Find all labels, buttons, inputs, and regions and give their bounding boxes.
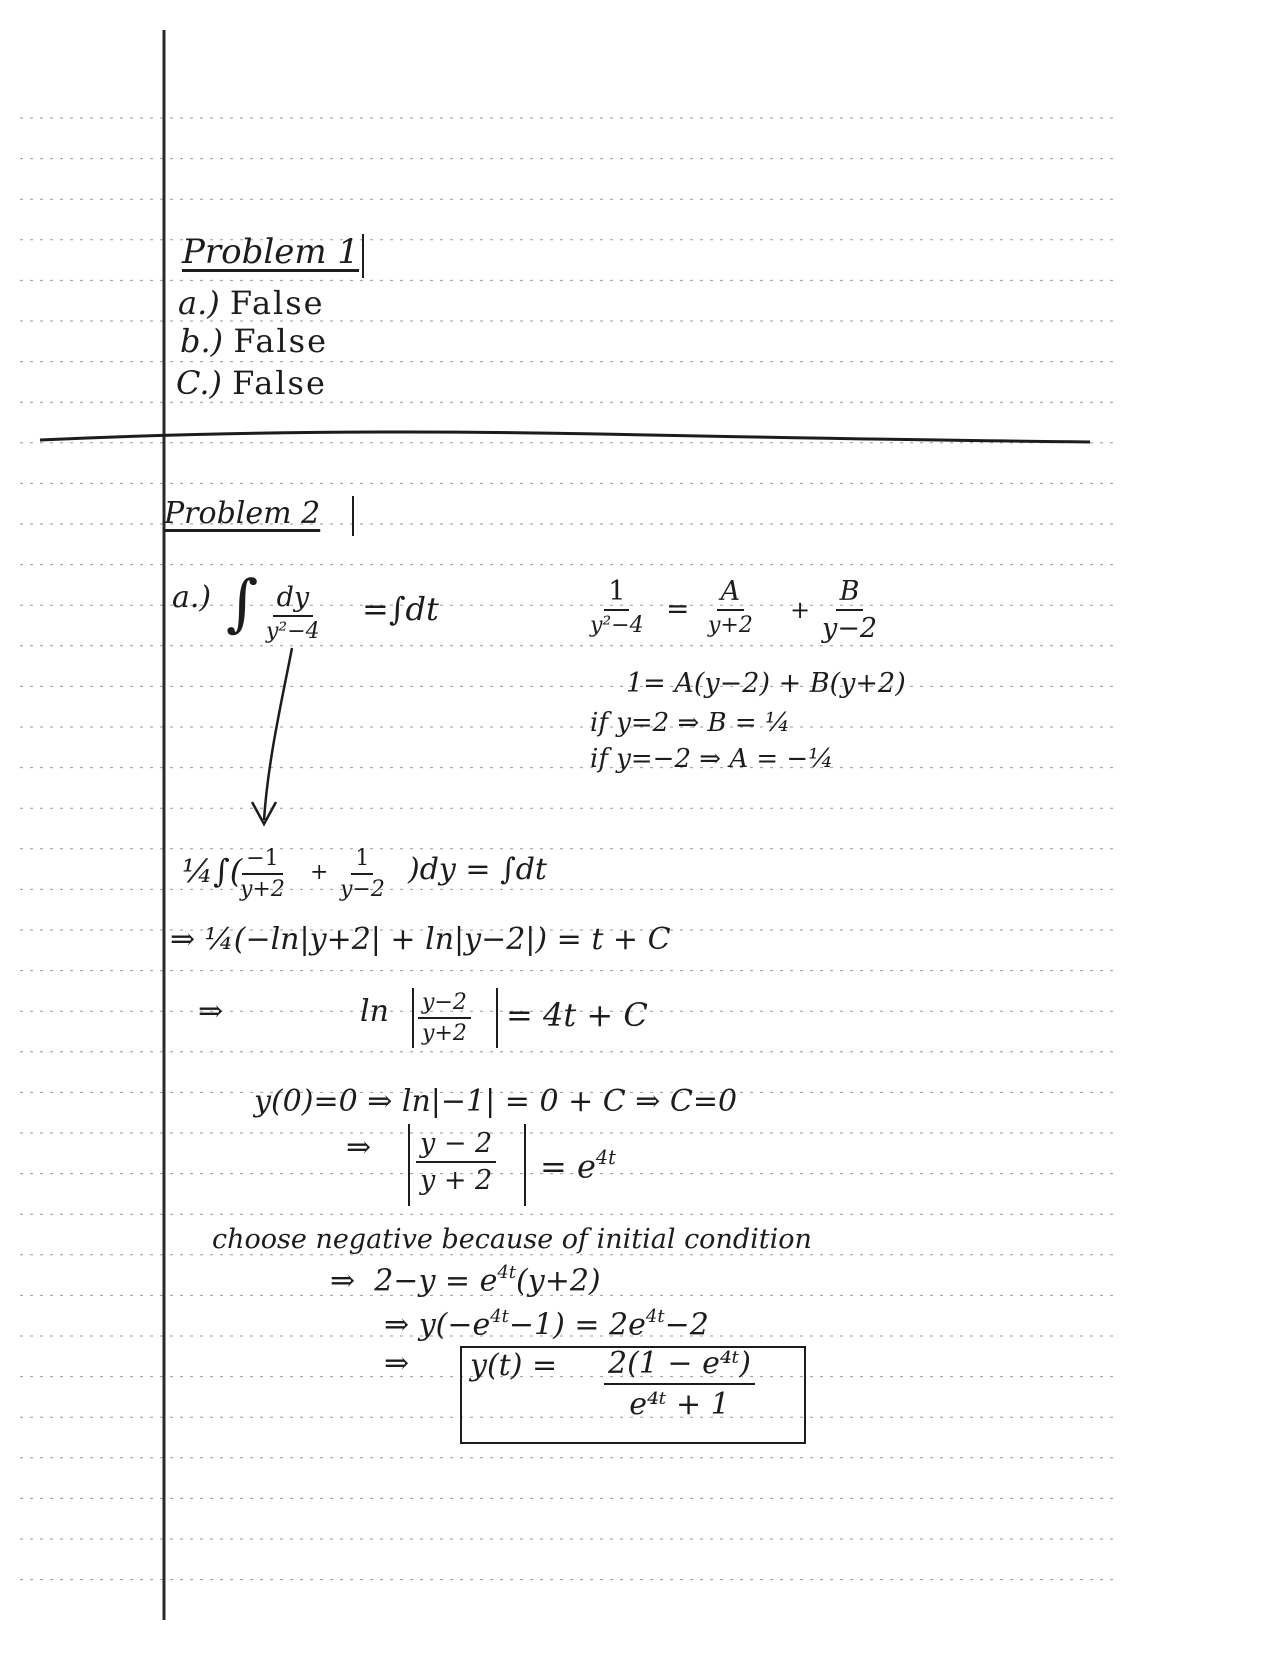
p1-answer-b — [180, 322, 328, 360]
step-exponent: 4t — [490, 1306, 509, 1327]
pf-lhs-fraction — [586, 576, 648, 638]
part-a-label: a.) — [172, 580, 212, 615]
fraction-numerator: 2(1 − e⁴ᵗ) — [604, 1346, 755, 1385]
fraction-denominator: y+2 — [708, 613, 753, 638]
step-arrow: ⇒ — [384, 1307, 410, 1343]
abs-bar-right — [524, 1124, 526, 1206]
split-prefix: ¼∫( — [182, 852, 243, 890]
fraction-numerator: y−2 — [418, 990, 471, 1019]
fraction-numerator: dy — [273, 582, 314, 617]
log-ratio-rhs: = 4t + C — [506, 996, 648, 1034]
step-b — [384, 1306, 709, 1343]
step-exponent: 4t — [497, 1262, 517, 1283]
answer-label: C.) — [176, 364, 222, 402]
split-suffix: )dy = ∫dt — [408, 852, 547, 887]
split-term-2 — [336, 846, 389, 902]
fraction-denominator: e⁴ᵗ + 1 — [629, 1387, 730, 1422]
fraction-denominator: y²−4 — [590, 613, 644, 638]
answer-value: False — [233, 322, 329, 360]
fraction-denominator: y + 2 — [420, 1165, 493, 1196]
exp-rhs-exponent: 4t — [595, 1146, 616, 1169]
fraction-numerator: 1 — [604, 576, 629, 611]
step-tail: (y+2) — [516, 1263, 601, 1299]
answer-label: b.) — [180, 322, 224, 360]
p1-answer-a — [178, 284, 325, 322]
step-mid: −1) = 2e — [508, 1307, 646, 1343]
initial-condition: y(0)=0 ⇒ ln|−1| = 0 + C ⇒ C=0 — [254, 1084, 738, 1119]
fraction-denominator: y−2 — [340, 877, 385, 902]
step-text: y(−e — [418, 1307, 491, 1343]
pf-a-fraction — [704, 576, 757, 638]
answer-value: False — [232, 364, 327, 402]
integral-sign: ∫ — [226, 566, 259, 639]
step-text: 2−y = e — [374, 1263, 498, 1299]
fraction-numerator: A — [717, 576, 745, 611]
abs-bar-left — [412, 988, 414, 1048]
exp-fraction — [416, 1128, 496, 1196]
p1-answer-c — [176, 364, 327, 402]
answer-value: False — [229, 284, 325, 322]
note-choose-negative: choose negative because of initial condition — [212, 1224, 812, 1255]
exp-rhs-base: = e — [540, 1147, 596, 1186]
fraction-numerator: B — [836, 576, 864, 611]
final-fraction — [604, 1346, 755, 1422]
step-a — [330, 1262, 601, 1299]
section-divider — [40, 432, 1090, 442]
step-tail: −2 — [664, 1307, 709, 1343]
abs-bar-right — [496, 988, 498, 1048]
heading-end-bar — [362, 234, 364, 278]
fraction-denominator: y+2 — [422, 1021, 467, 1046]
log-ratio-ln: ln — [360, 994, 389, 1029]
step-log-sum: ⇒ ¼(−ln|y+2| + ln|y−2|) = t + C — [170, 922, 671, 957]
exp-arrow: ⇒ — [346, 1130, 372, 1165]
fraction-numerator: −1 — [242, 846, 282, 875]
abs-bar-left — [408, 1124, 410, 1206]
fraction-numerator: 1 — [351, 846, 373, 875]
pf-b-fraction — [818, 576, 881, 644]
pf-case-2: if y=−2 ⇒ A = −¼ — [590, 744, 834, 774]
split-term-1 — [236, 846, 289, 902]
pf-equals: = — [666, 592, 690, 625]
log-ratio-fraction — [418, 990, 471, 1046]
heading-end-bar — [352, 496, 354, 536]
split-plus: + — [310, 860, 329, 885]
separation-fraction — [262, 582, 324, 644]
separation-rhs: =∫dt — [362, 590, 439, 628]
exp-rhs — [540, 1146, 616, 1185]
problem1-heading: Problem 1 — [182, 232, 360, 272]
fraction-denominator: y−2 — [822, 613, 878, 644]
pf-plus: + — [790, 596, 811, 624]
log-ratio-arrow: ⇒ — [198, 994, 224, 1029]
solve-arrow — [252, 648, 292, 824]
fraction-numerator: y − 2 — [416, 1128, 496, 1163]
pf-case-1: if y=2 ⇒ B = ¼ — [590, 708, 791, 738]
problem2-heading: Problem 2 — [164, 496, 321, 531]
step-exponent-2: 4t — [645, 1306, 665, 1327]
final-arrow: ⇒ — [384, 1346, 410, 1381]
step-arrow: ⇒ — [330, 1263, 356, 1299]
fraction-denominator: y²−4 — [266, 619, 320, 644]
fraction-denominator: y+2 — [240, 877, 285, 902]
final-lhs: y(t) = — [470, 1348, 558, 1383]
pf-identity: 1= A(y−2) + B(y+2) — [626, 668, 906, 699]
answer-label: a.) — [178, 284, 220, 322]
